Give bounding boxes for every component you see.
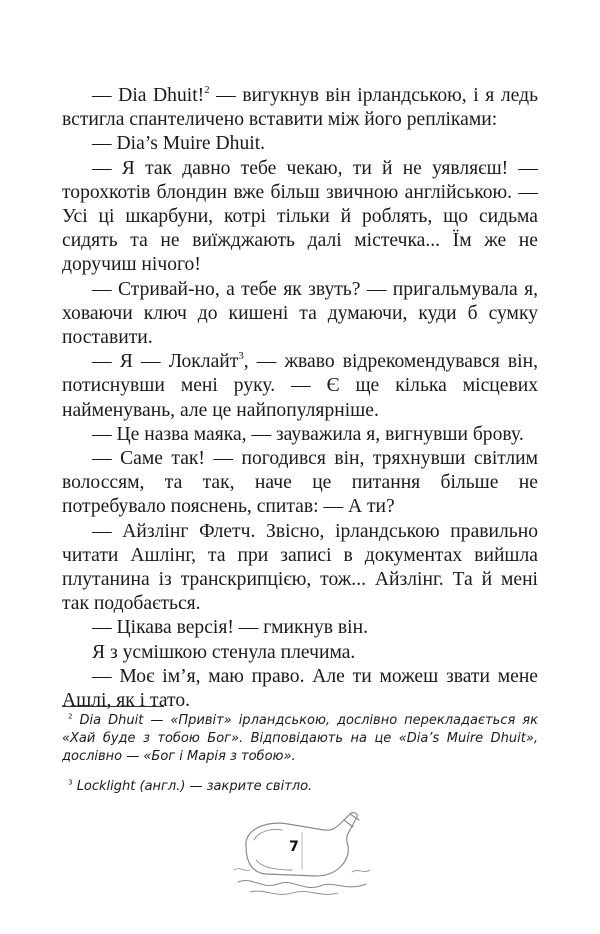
paragraph-text: — Я — Локлайт bbox=[92, 351, 239, 373]
paragraph-4: — Стривай-но, а тебе як звуть? — пригальмувала я, ховаючи ключ до кишені та думаючи, куди б сумку поставити. bbox=[62, 278, 538, 349]
paragraph-6: — Це назва маяка, — зауважила я, вигнувши брову. bbox=[92, 423, 524, 445]
paragraph-text: — Dia Dhuit! bbox=[92, 85, 205, 106]
footnote-text: Locklight (англ.) — закрите світло. bbox=[76, 779, 313, 794]
paragraph-8: — Айзлінг Флетч. Звісно, ірландською правильно читати Ашлінг, та при записі в документах вийшла плутанина із транскрипцією, тож... Айзлінг. Та й мені так подобається. bbox=[62, 520, 538, 615]
paragraph-2: — Dia’s Muire Dhuit. bbox=[92, 133, 266, 155]
paragraph-11: — Моє ім’я, маю право. Але ти можеш звати мене Ашлі, як і тато. bbox=[62, 665, 538, 712]
paragraph-text-tail: , — жваво відрекомендувався він, потиснувши мені руку. — Є ще кілька місцевих найменувань, але це найпопулярніше. bbox=[62, 351, 539, 421]
footnotes bbox=[62, 712, 538, 808]
paragraph-1 bbox=[62, 84, 538, 132]
paragraph-10: Я з усмішкою стенула плечима. bbox=[92, 641, 356, 663]
paragraph-text-tail: — вигукнув він ірландською, і я ледь встигла спантеличено вставити між його репліками: bbox=[62, 85, 538, 131]
paragraph-7: — Саме так! — погодився він, тряхнувши світлим волоссям, та так, наче це питання більше не потребувало пояснень, спитав: — А ти? bbox=[62, 448, 538, 518]
footnote-ref-2[interactable]: 2 bbox=[204, 83, 210, 96]
paragraph-5 bbox=[62, 350, 538, 423]
footnote-2 bbox=[62, 712, 538, 766]
footnote-3 bbox=[62, 778, 538, 796]
paragraph-9: — Цікава версія! — гмикнув він. bbox=[92, 617, 368, 639]
footnote-number: 2 bbox=[68, 711, 73, 721]
paragraph-3: — Я так давно тебе чекаю, ти й не уявляєш! — торохкотів блондин вже більш звичною англійською. — Усі ці шкарбуни, котрі тільки й роблять, що сидьма сидять та не виїжджають далі містечка... Їм же не доручиш нічого! bbox=[62, 157, 538, 276]
footnote-ref-3[interactable]: 3 bbox=[238, 350, 244, 363]
page-number: 7 bbox=[289, 839, 299, 855]
footnote-divider bbox=[62, 706, 164, 707]
footnote-number: 3 bbox=[68, 777, 73, 787]
footnote-text: Dia Dhuit — «Привіт» ірландською, дослівно перекладається як «Хай буде з тобою Бог». Відповідають на це «Dia’s Muire Dhuit», дослівно — «Бог і Марія з тобою». bbox=[62, 713, 538, 764]
main-text bbox=[62, 84, 538, 713]
